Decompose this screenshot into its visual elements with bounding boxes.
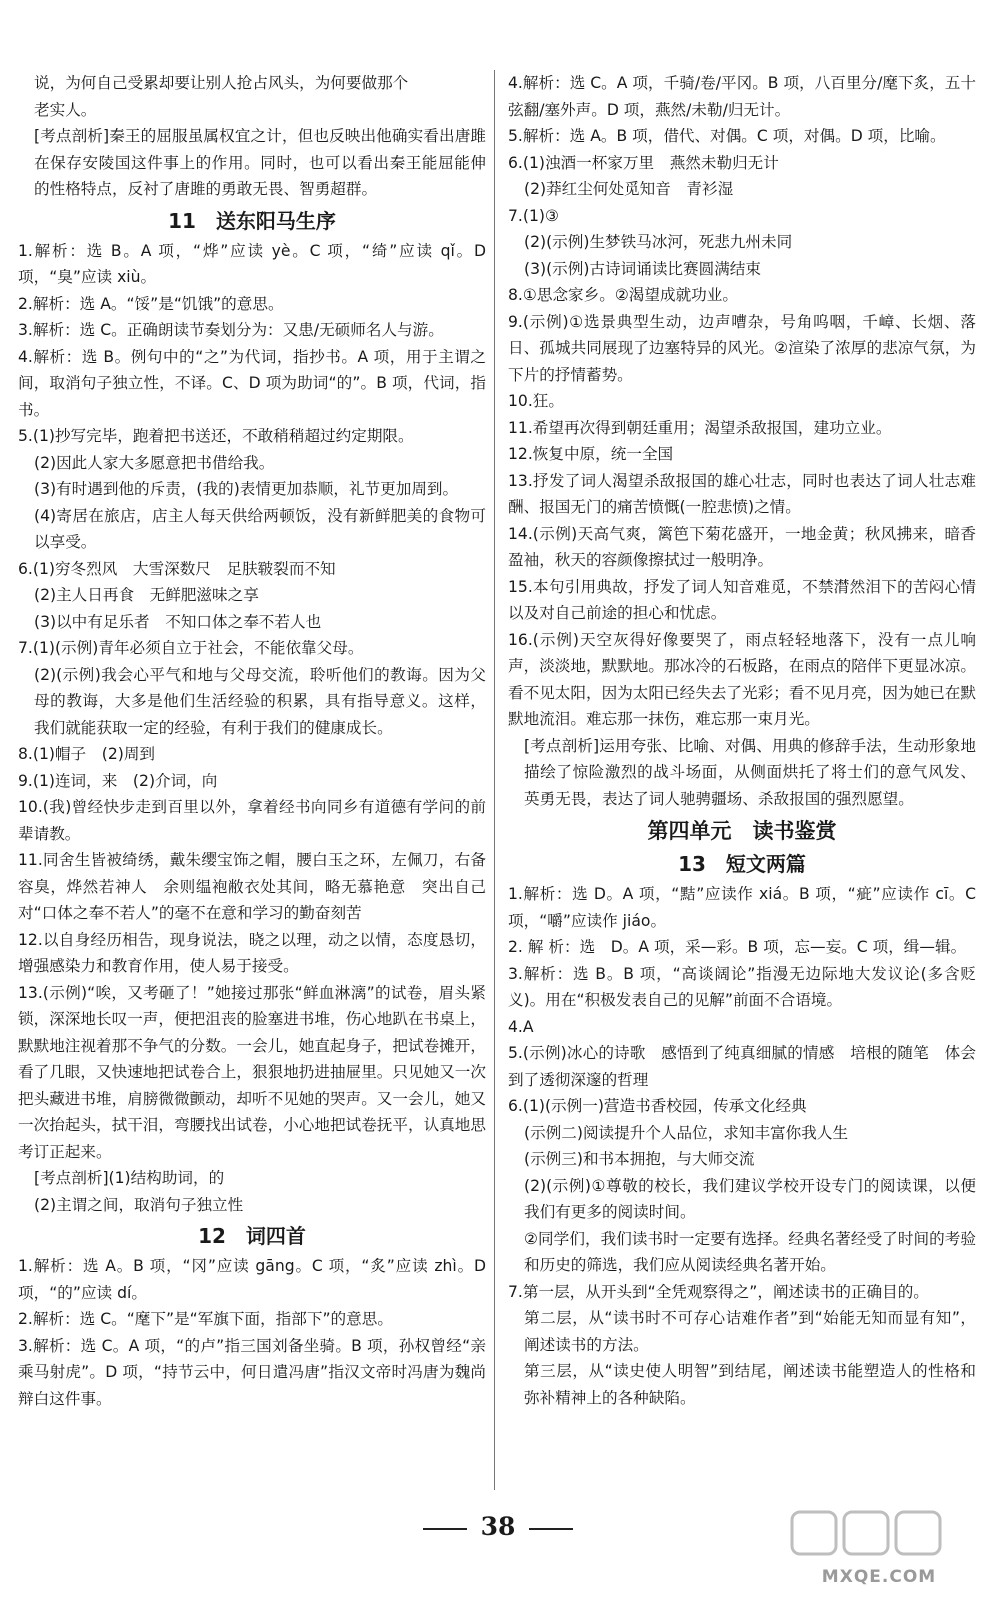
answer-line: 3.解析：选 B。B 项，“高谈阔论”指漫无边际地大发议论(多含贬义)。用在“积极发表自己的见解”前面不合语境。 (508, 964, 976, 1009)
answer-line: 15.本句引用典故，抒发了词人知音难觅，不禁潸然泪下的苦闷心情以及对自己前途的担心和忧虑。 (508, 577, 976, 622)
answer-line: 6.(1)浊酒一杯家万里 燕然未勒归无计 (508, 153, 779, 172)
watermark-text: MXQE.COM (821, 1567, 937, 1587)
answer-line: 8.(1)帽子 (2)周到 (18, 745, 156, 763)
answer-line: 13.(示例)“唉，又考砸了！”她接过那张“鲜血淋漓”的试卷，眉头紧锁，深深地长叹一声，便把沮丧的脸塞进书堆，伤心地趴在书桌上，默默地注视着那不争气的分数。一会儿，她直起身子，把试卷摊开，看了几眼，又快速地把试卷合上，狠狠地扔进抽屉里。只见她又一次把头藏进书堆，肩膀微微颤动，却听不见她的哭声。又一会儿，她又一次抬起头，拭干泪，弯腰找出试卷，小心地把试卷抚平，认真地思考订正起来。 (18, 983, 486, 1161)
watermark-box-2 (844, 1512, 888, 1554)
answer-line: 5.解析：选 A。B 项，借代、对偶。C 项，对偶。D 项，比喻。 (508, 127, 946, 145)
right-column (508, 70, 976, 1411)
section-heading: 12 词四首 (198, 1224, 306, 1248)
answer-line: 1.解析：选 A。B 项，“冈”应读 gāng。C 项，“炙”应读 zhì。D 项，“的”应读 dí。 (18, 1257, 486, 1302)
answer-line: 6.(1)(示例一)营造书香校园，传承文化经典 (508, 1097, 807, 1115)
answer-line: (3)以中有足乐者 不知口体之奉不若人也 (34, 612, 322, 631)
answer-line: 2.解析：选 C。“麾下”是“军旗下面，指部下”的意思。 (18, 1310, 393, 1328)
section-heading: 13 短文两篇 (678, 852, 806, 876)
answer-line: 10.(我)曾经快步走到百里以外，拿着经书向同乡有道德有学问的前辈请教。 (18, 798, 486, 843)
answer-line: 3.解析：选 C。A 项，“的卢”指三国刘备坐骑。B 项，孙权曾经“亲乘马射虎”。D 项，“持节云中，何日遣冯唐”指汉文帝时冯唐为魏尚辩白这件事。 (18, 1336, 486, 1408)
answer-line: ②同学们，我们读书时一定要有选择。经典名著经受了时间的考验和历史的筛选，我们应从阅读经典名著开始。 (524, 1229, 976, 1274)
footer-rule-left (423, 1528, 467, 1530)
answer-line: 1.解析：选 D。A 项，“黠”应读作 xiá。B 项，“疵”应读作 cī。C 项，“嚼”应读作 jiáo。 (508, 885, 976, 930)
answer-line: (4)寄居在旅店，店主人每天供给两顿饭，没有新鲜肥美的食物可以享受。 (34, 506, 486, 551)
answer-line: (2)因此人家大多愿意把书借给我。 (34, 453, 275, 472)
answer-line: 4.解析：选 B。例句中的“之”为代词，指抄书。A 项，用于主谓之间，取消句子独立性，不译。C、D 项为助词“的”。B 项，代词，指书。 (18, 347, 486, 419)
answer-line: (示例二)阅读提升个人品位，求知丰富你我人生 (524, 1123, 849, 1142)
column-divider (494, 70, 495, 1490)
answer-line: 7.(1)(示例)青年必须自立于社会，不能依靠父母。 (18, 639, 364, 657)
answer-line: 9.(1)连词，来 (2)介词，向 (18, 771, 218, 790)
watermark-box-1 (792, 1512, 836, 1554)
answer-line: (2)(示例)生梦铁马冰河，死悲九州未同 (524, 233, 793, 251)
answer-line: 8.①思念家乡。②渴望成就功业。 (508, 286, 738, 304)
answer-line: 10.狂。 (508, 392, 564, 410)
answer-line: [考点剖析]运用夸张、比喻、对偶、用典的修辞手法，生动形象地描绘了惊险激烈的战斗场面，从侧面烘托了将士们的意气风发、英勇无畏，表达了词人驰骋疆场、杀敌报国的强烈愿望。 (524, 736, 976, 808)
answer-line: 1.解析：选 B。A 项，“烨”应读 yè。C 项，“绮”应读 qǐ。D 项，“臭”应读 xiù。 (18, 241, 486, 286)
answer-line: 12.以自身经历相告，现身说法，晓之以理，动之以情，态度恳切，增强感染力和教育作用，使人易于接受。 (18, 930, 486, 975)
left-column (18, 70, 486, 1412)
answer-line: (2)主人日再食 无鲜肥滋味之享 (34, 586, 259, 604)
section-heading: 11 送东阳马生序 (168, 208, 336, 233)
answer-line: 老实人。 (34, 100, 97, 119)
answer-line: 16.(示例)天空灰得好像要哭了，雨点轻轻地落下，没有一点儿响声，淡淡地，默默地。那冰冷的石板路，在雨点的陪伴下更显冰凉。看不见太阳，因为太阳已经失去了光彩；看不见月亮，因为她已在默默地流泪。难忘那一抹伤，难忘那一束月光。 (508, 630, 976, 728)
page-number: 38 (480, 1512, 516, 1541)
answer-line: 7.(1)③ (508, 206, 559, 225)
answer-line: (3)有时遇到他的斥责，(我的)表情更加恭顺，礼节更加周到。 (34, 480, 459, 498)
answer-line: 4.解析：选 C。A 项，千骑/卷/平冈。B 项，八百里分/麾下炙，五十弦翻/塞外声。D 项，燕然/未勒/归无计。 (508, 74, 976, 119)
answer-line: (2)(示例)我会心平气和地与父母交流，聆听他们的教诲。因为父母的教诲，大多是他们生活经验的积累，具有指导意义。这样，我们就能获取一定的经验，有利于我们的健康成长。 (34, 665, 486, 737)
answer-line: (2)莽红尘何处觅知音 青衫湿 (524, 180, 734, 198)
answer-line: 7.第一层，从开头到“全凭观察得之”，阐述读书的正确目的。 (508, 1282, 929, 1301)
answer-line: 13.抒发了词人渴望杀敌报国的雄心壮志，同时也表达了词人壮志难酬、报国无门的痛苦愤慨(一腔悲愤)之情。 (508, 471, 976, 516)
answer-line: 5.(1)抄写完毕，跑着把书送还，不敢稍稍超过约定期限。 (18, 427, 414, 445)
section-heading: 第四单元 读书鉴赏 (647, 819, 837, 843)
answer-line: 12.恢复中原，统一全国 (508, 445, 674, 463)
answer-line: (2)(示例)①尊敬的校长，我们建议学校开设专门的阅读课，以便我们有更多的阅读时间。 (524, 1176, 976, 1221)
answer-line: 5.(示例)冰心的诗歌 感悟到了纯真细腻的情感 培根的随笔 体会到了透彻深邃的哲理 (508, 1044, 976, 1089)
footer-rule-right (529, 1528, 573, 1530)
answer-line: 14.(示例)天高气爽，篱笆下菊花盛开，一地金黄；秋风拂来，暗香盈袖，秋天的容颜像擦拭过一般明净。 (508, 524, 976, 569)
answer-line: 11.同舍生皆被绮绣，戴朱缨宝饰之帽，腰白玉之环，左佩刀，右备容臭，烨然若神人 余则缊袍敝衣处其间，略无慕艳意 突出自己对“口体之奉不若人”的毫不在意和学习的勤奋刻苦 (18, 851, 486, 922)
answer-line: 2.解析：选 A。“馁”是“饥饿”的意思。 (18, 294, 284, 313)
answer-line: (2)主谓之间，取消句子独立性 (34, 1195, 244, 1214)
answer-line: (3)(示例)古诗词诵读比赛圆满结束 (524, 259, 761, 278)
answer-line: 2. 解 析：选 D。A 项，采—彩。B 项，忘—妄。C 项，缉—辑。 (508, 938, 967, 956)
answer-line: 4.A (508, 1017, 534, 1036)
answer-line: 11.希望再次得到朝廷重用；渴望杀敌报国，建功立业。 (508, 418, 892, 437)
answer-line: 6.(1)穷冬烈风 大雪深数尺 足肤皲裂而不知 (18, 559, 336, 578)
answer-line: 第三层，从“读史使人明智”到结尾，阐述读书能塑造人的性格和弥补精神上的各种缺陷。 (524, 1362, 976, 1407)
answer-line: 说，为何自己受累却要让别人抢占风头，为何要做那个 (34, 74, 409, 92)
answer-line: 9.(示例)①选景典型生动，边声嘈杂，号角呜咽，千嶂、长烟、落日、孤城共同展现了边塞特异的风光。②渲染了浓厚的悲凉气氛，为下片的抒情蓄势。 (508, 312, 976, 384)
watermark-box-3 (896, 1512, 940, 1554)
watermark-logo (784, 1508, 974, 1590)
answer-line: [考点剖析]秦王的屈服虽属权宜之计，但也反映出他确实看出唐雎在保存安陵国这件事上的作用。同时，也可以看出秦王能屈能伸的性格特点，反衬了唐雎的勇敢无畏、智勇超群。 (34, 127, 486, 198)
answer-line: [考点剖析](1)结构助词，的 (34, 1169, 225, 1187)
answer-line: 3.解析：选 C。正确朗读节奏划分为：又患/无硕师名人与游。 (18, 321, 444, 339)
answer-line: 第二层，从“读书时不可存心诘难作者”到“始能无知而显有知”，阐述读书的方法。 (524, 1309, 976, 1354)
answer-line: (示例三)和书本拥抱，与大师交流 (524, 1150, 755, 1168)
